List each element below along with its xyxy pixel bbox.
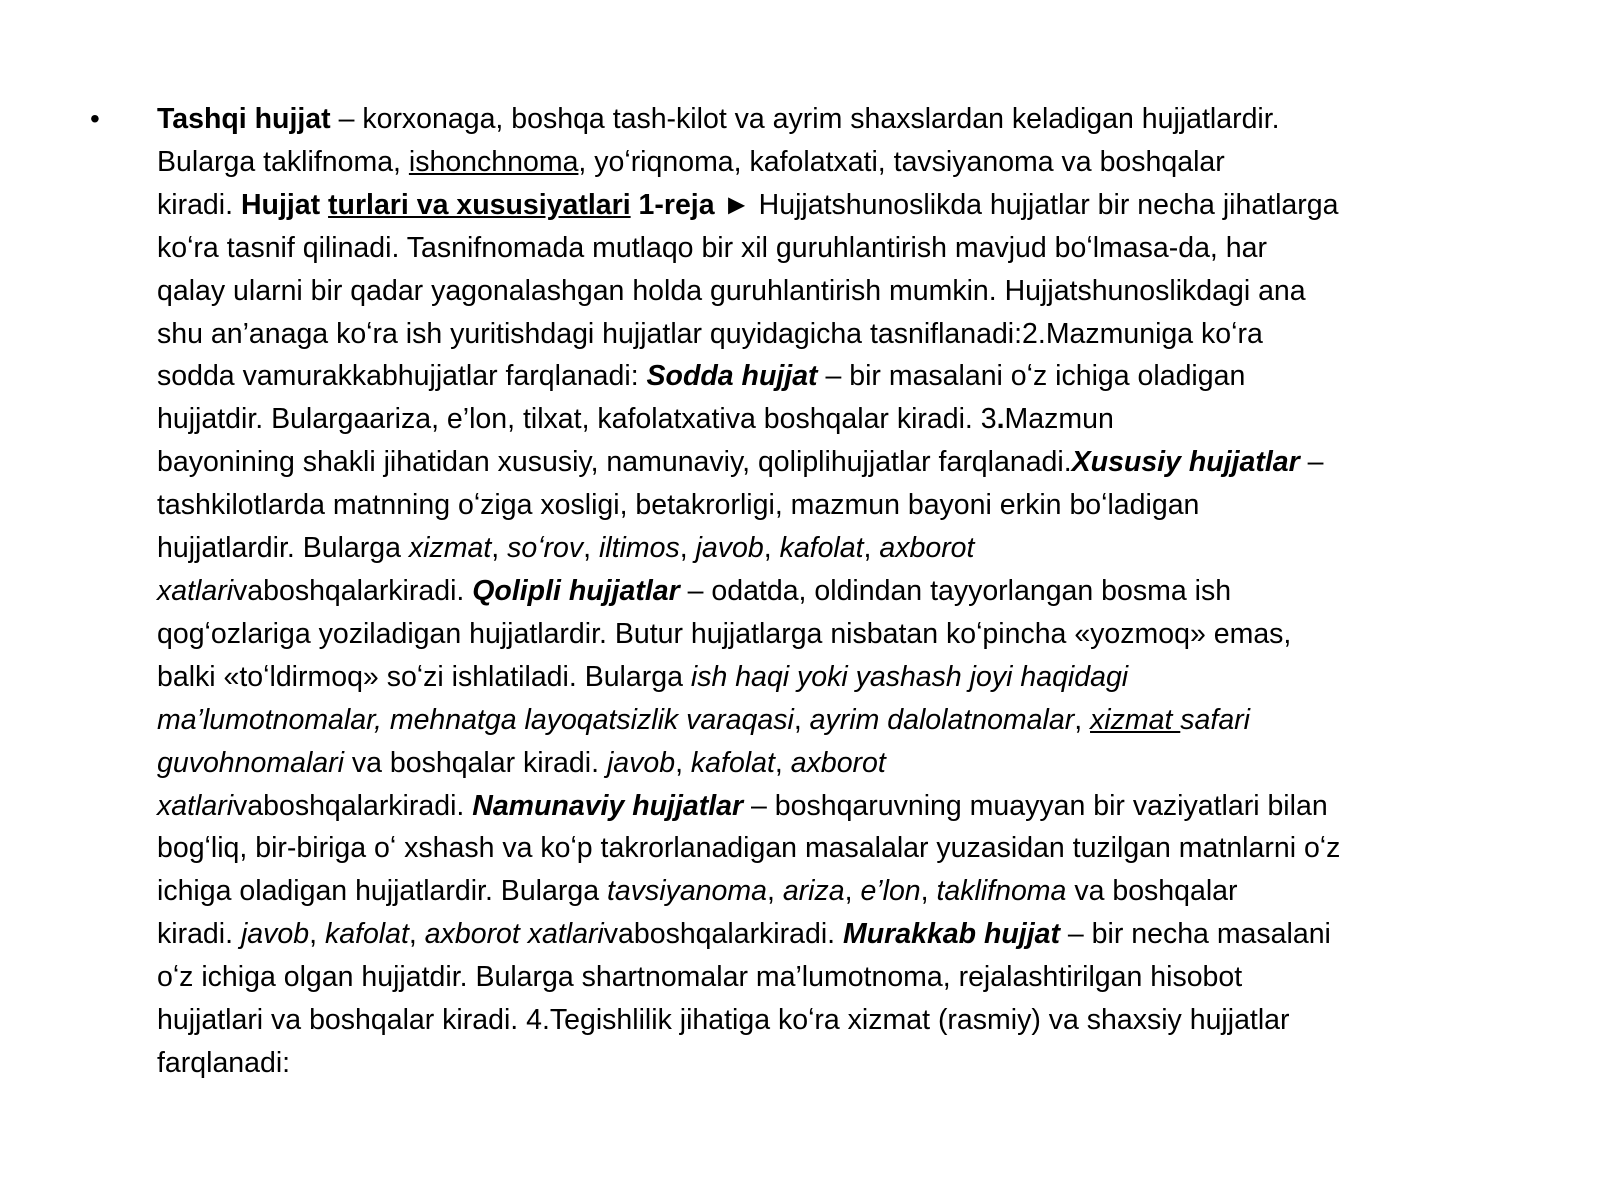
text-run: , — [920, 875, 937, 908]
text-run: vaboshqalarkiradi. — [233, 574, 473, 607]
text-run: iltimos — [598, 532, 680, 565]
text-run: kafolat — [324, 918, 409, 951]
text-run: xatlari — [157, 789, 234, 822]
text-run: ish haqi yoki yashash joyi haqidagi — [690, 660, 1129, 693]
text-run: axborot xatlari — [424, 918, 604, 951]
text-line — [157, 999, 1547, 1042]
text-line — [157, 870, 1547, 913]
text-run: vaboshqalarkiradi. — [603, 918, 843, 951]
text-run: , — [1074, 703, 1091, 736]
text-run: hujjatdir. Bulargaariza, e’lon, tilxat, kafolatxativa boshqalar kiradi. 3 — [157, 403, 997, 436]
text-run: , — [675, 746, 691, 779]
text-line — [157, 827, 1547, 870]
body-paragraph — [157, 98, 1547, 1085]
text-run: ► Hujjatshunoslikda hujjatlar bir necha jihatlarga — [714, 188, 1339, 221]
text-run: , — [583, 532, 599, 565]
text-line — [157, 570, 1547, 613]
text-run: , — [679, 532, 696, 565]
text-run: ishonchnoma — [408, 145, 579, 178]
text-run: turlari va xususiyatlari — [328, 188, 631, 221]
text-line — [157, 313, 1547, 356]
text-run: va boshqalar kiradi. — [343, 746, 607, 779]
text-line — [157, 785, 1547, 828]
text-line — [157, 699, 1547, 742]
text-run: axborot — [790, 746, 886, 779]
text-run: kiradi. — [157, 918, 241, 951]
text-line — [157, 441, 1547, 484]
bullet-point: • — [90, 103, 100, 134]
text-line — [157, 270, 1547, 313]
text-run: , — [309, 918, 325, 951]
text-line — [157, 398, 1547, 441]
text-run: Sodda hujjat — [646, 360, 818, 393]
text-run: – bir masalani oʻz ichiga oladigan — [817, 360, 1246, 393]
text-run: oʻz ichiga olgan hujjatdir. Bularga shartnomalar ma’lumotnoma, rejalashtirilgan hisobot — [157, 961, 1243, 994]
text-run: xizmat — [1090, 703, 1181, 736]
text-run: Namunaviy hujjatlar — [472, 789, 744, 822]
text-line — [157, 184, 1547, 227]
text-run: vaboshqalarkiradi. — [233, 789, 473, 822]
text-line — [157, 227, 1547, 270]
text-run: taklifnoma — [936, 875, 1067, 908]
text-run: , — [774, 746, 791, 779]
text-line — [157, 484, 1547, 527]
text-run: 1-reja — [630, 188, 715, 221]
text-run: Murakkab hujjat — [843, 918, 1060, 951]
text-run: va boshqalar — [1066, 875, 1238, 908]
text-run: bogʻliq, bir-biriga oʻ xshash va koʻp takrorlanadigan masalalar yuzasidan tuzilgan matnlarni oʻz — [157, 832, 1341, 865]
text-line — [157, 613, 1547, 656]
text-run: kafolat — [779, 532, 864, 565]
text-run: farqlanadi: — [157, 1046, 291, 1079]
text-run: – bir necha masalani — [1059, 918, 1331, 951]
text-run: xizmat — [408, 532, 492, 565]
text-line — [157, 98, 1547, 141]
text-run: kiradi. — [157, 188, 241, 221]
text-run: , — [793, 703, 810, 736]
text-run: kafolat — [690, 746, 775, 779]
text-run: balki «toʻldirmoq» soʻzi ishlatiladi. Bularga — [157, 660, 691, 693]
text-run: – — [1299, 446, 1324, 479]
text-run: ayrim dalolatnomalar — [809, 703, 1075, 736]
text-line — [157, 1042, 1547, 1085]
text-run: soʻrov — [507, 532, 584, 565]
text-run: , — [844, 875, 861, 908]
text-run: Bularga taklifnoma, — [157, 145, 409, 178]
text-run: javob — [240, 918, 310, 951]
text-run: – odatda, oldindan tayyorlangan bosma ish — [679, 574, 1232, 607]
text-run: tavsiyanoma — [606, 875, 767, 908]
text-run: Tashqi hujjat — [157, 103, 331, 135]
text-line — [157, 742, 1547, 785]
text-run: guvohnomalari — [157, 746, 344, 779]
text-line — [157, 656, 1547, 699]
text-run: hujjatlari va boshqalar kiradi. 4.Tegishlilik jihatiga koʻra xizmat (rasmiy) va shaxsiy hujjatlar — [157, 1004, 1290, 1037]
text-line — [157, 956, 1547, 999]
text-line — [157, 355, 1547, 398]
text-run: xatlari — [157, 574, 234, 607]
text-run: hujjatlardir. Bularga — [157, 532, 409, 565]
text-run: Hujjat — [240, 188, 329, 221]
text-run: axborot — [879, 532, 975, 565]
text-run: koʻra tasnif qilinadi. Tasnifnomada mutlaqo bir xil guruhlantirish mavjud boʻlmasa-da, har — [157, 231, 1267, 264]
text-run: Qolipli hujjatlar — [472, 574, 680, 607]
text-run: . — [996, 403, 1005, 436]
text-run: ichiga oladigan hujjatlardir. Bularga — [157, 875, 607, 908]
text-run: , — [763, 532, 780, 565]
text-run: – korxonaga, boshqa tash-kilot va ayrim shaxslardan keladigan hujjatlardir. — [330, 103, 1280, 135]
text-line — [157, 913, 1547, 956]
text-run: tashkilotlarda matnning oʻziga xosligi, betakrorligi, mazmun bayoni erkin boʻladigan — [157, 489, 1200, 522]
text-run: javob — [606, 746, 676, 779]
text-run: , yoʻriqnoma, kafolatxati, tavsiyanoma va boshqalar — [578, 145, 1225, 178]
text-run: , — [491, 532, 508, 565]
text-run: e’lon — [860, 875, 921, 908]
text-run: – boshqaruvning muayyan bir vaziyatlari bilan — [743, 789, 1328, 822]
text-run: Mazmun — [1004, 403, 1114, 436]
text-run: javob — [695, 532, 764, 565]
text-run: ma’lumotnomalar, mehnatga layoqatsizlik varaqasi — [157, 703, 794, 736]
text-run: qogʻozlariga yoziladigan hujjatlardir. Butur hujjatlarga nisbatan koʻpincha «yozmoq» emas, — [157, 617, 1292, 650]
text-run: qalay ularni bir qadar yagonalashgan holda guruhlantirish mumkin. Hujjatshunoslikdagi ana — [157, 274, 1306, 307]
text-run: ariza — [782, 875, 845, 908]
text-line — [157, 527, 1547, 570]
text-run: Xususiy hujjatlar — [1071, 446, 1300, 479]
text-run: shu an’anaga koʻra ish yuritishdagi hujjatlar quyidagicha tasniflanadi:2.Mazmuniga koʻra — [157, 317, 1263, 350]
text-run: sodda vamurakkabhujjatlar farqlanadi: — [157, 360, 647, 393]
text-run: , — [408, 918, 425, 951]
text-run: , — [766, 875, 783, 908]
text-run: , — [863, 532, 880, 565]
text-line — [157, 141, 1547, 184]
text-run: safari — [1180, 703, 1250, 736]
text-run: bayonining shakli jihatidan xususiy, namunaviy, qoliplihujjatlar farqlanadi. — [157, 446, 1072, 479]
